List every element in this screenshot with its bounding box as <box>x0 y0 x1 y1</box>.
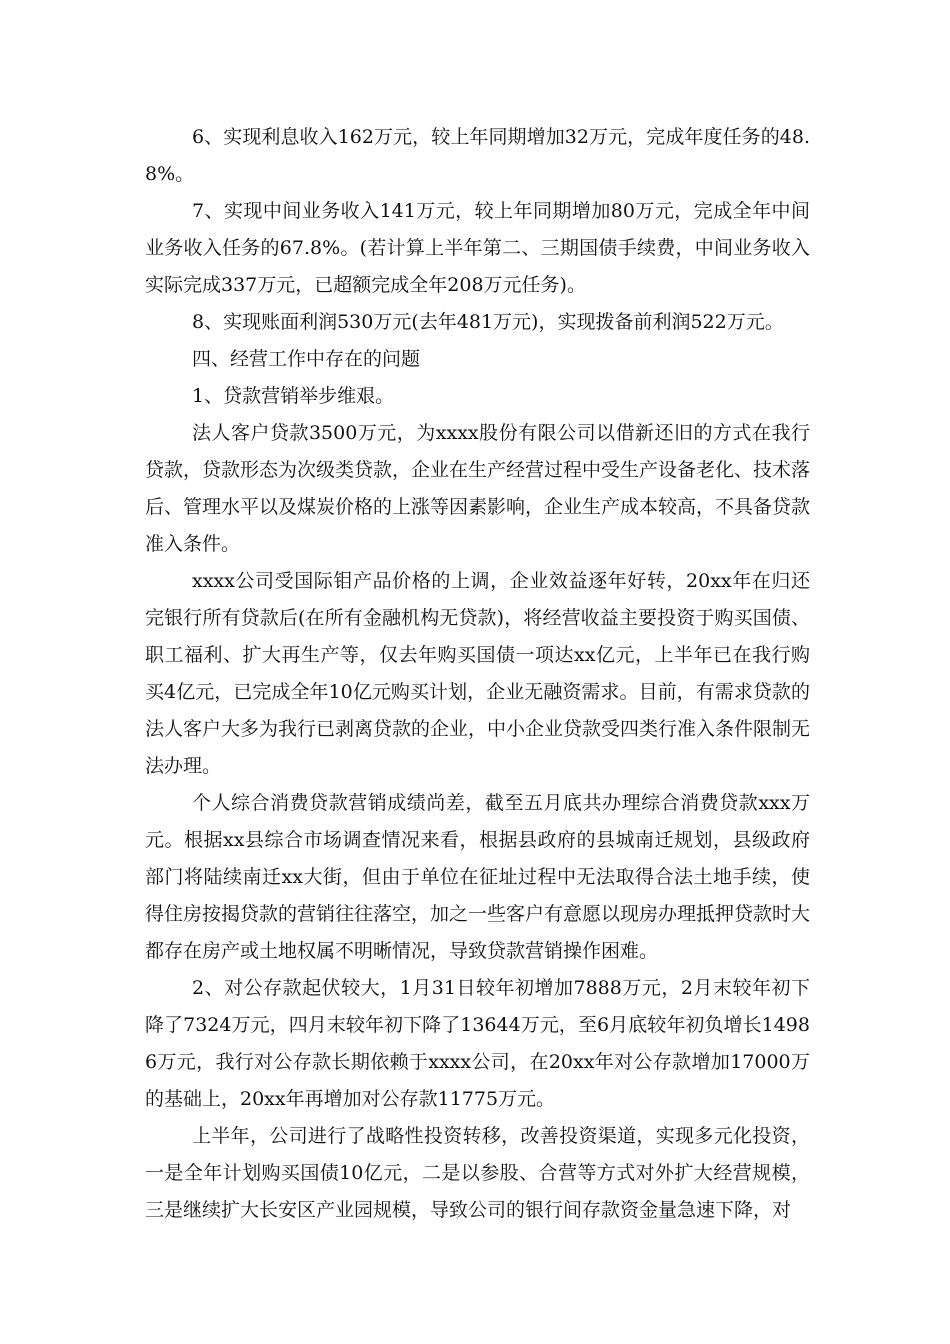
paragraph-investment-shift: 上半年，公司进行了战略性投资转移，改善投资渠道，实现多元化投资，一是全年计划购买国债10亿元，二是以参股、合营等方式对外扩大经营规模，三是继续扩大长安区产业园规模，导致公司的银行间存款资金量急速下降，对 <box>145 1125 810 1221</box>
paragraph-corporate-loans: 法人客户贷款3500万元，为xxxx股份有限公司以借新还旧的方式在我行贷款，贷款形态为次级类贷款，企业在生产经营过程中受生产设备老化、技术落后、管理水平以及煤炭价格的上涨等因素影响，企业生产成本较高，不具备贷款准入条件。 <box>145 422 811 555</box>
document-body <box>145 119 810 1229</box>
section-heading-problems: 四、经营工作中存在的问题 <box>192 348 421 370</box>
paragraph-personal-consumer-loans: 个人综合消费贷款营销成绩尚差，截至五月底共办理综合消费贷款xxx万元。根据xx县综合市场调查情况来看，根据县政府的县城南迁规划，县级政府部门将陆续南迁xx大街，但由于单位在征址过程中无法取得合法土地手续，使得住房按揭贷款的营销往往落空，加之一些客户有意愿以现房办理抵押贷款时大都存在房产或土地权属不明晰情况，导致贷款营销操作困难。 <box>145 792 811 962</box>
paragraph-interest-income: 6、实现利息收入162万元，较上年同期增加32万元，完成年度任务的48.8%。 <box>145 126 810 185</box>
paragraph-company-financing: xxxx公司受国际钼产品价格的上调，企业效益逐年好转，20xx年在归还完银行所有贷款后(在所有金融机构无贷款)，将经营收益主要投资于购买国债、职工福利、扩大再生产等，仅去年购买国债一项达xx亿元，上半年已在我行购买4亿元，已完成全年10亿元购买计划，企业无融资需求。目前，有需求贷款的法人客户大多为我行已剥离贷款的企业，中小企业贷款受四类行准入条件限制无法办理。 <box>145 570 811 777</box>
paragraph-corporate-deposits: 2、对公存款起伏较大，1月31日较年初增加7888万元，2月末较年初下降了7324万元，四月末较年初下降了13644万元，至6月底较年初负增长14986万元，我行对公存款长期依赖于xxxx公司，在20xx年对公存款增加17000万的基础上，20xx年再增加对公存款11775万元。 <box>145 977 810 1110</box>
subheading-loan-marketing: 1、贷款营销举步维艰。 <box>192 385 395 407</box>
paragraph-book-profit: 8、实现账面利润530万元(去年481万元)，实现拨备前利润522万元。 <box>192 311 784 333</box>
paragraph-intermediate-business-income: 7、实现中间业务收入141万元，较上年同期增加80万元，完成全年中间业务收入任务的67.8%。(若计算上半年第二、三期国债手续费，中间业务收入实际完成337万元，已超额完成全年208万元任务)。 <box>145 200 810 296</box>
